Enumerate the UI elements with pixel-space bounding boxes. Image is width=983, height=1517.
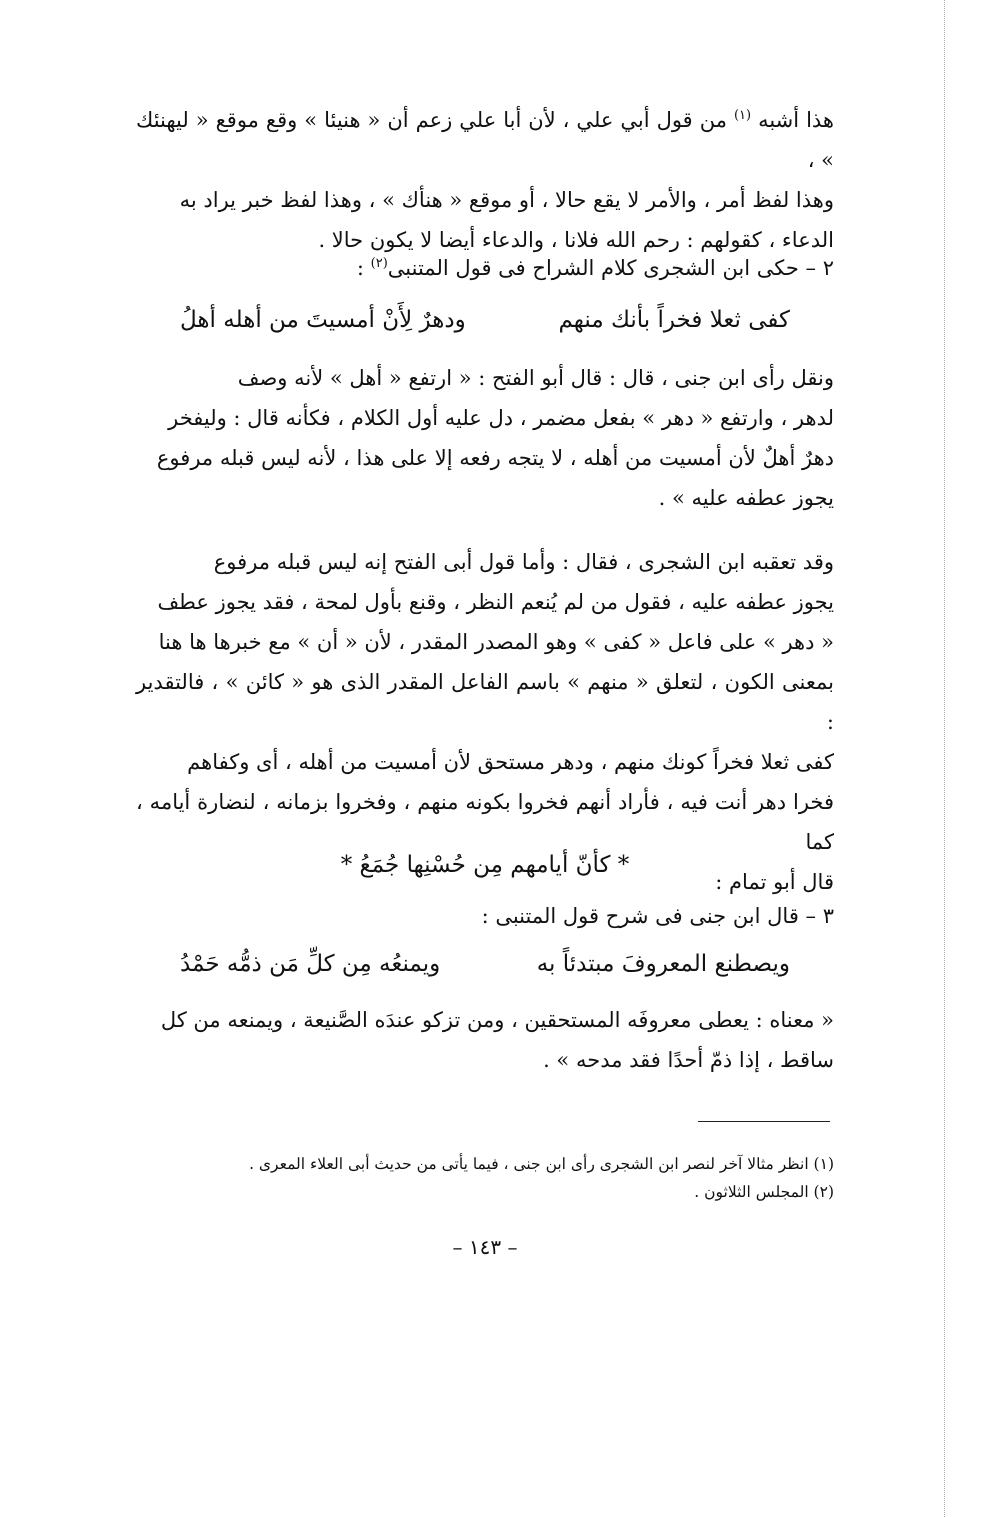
paragraph-2a: [136, 358, 834, 518]
paragraph-1-line-1: هذا أشبه $^{(١)}$ من قول أبي علي ، لأن أبا علي زعم أن « هنيئا » وقع موقع « ليهنئك » ،: [136, 108, 835, 172]
page-number: – ١٤٣ –: [452, 1235, 518, 1259]
paragraph-line: « معناه : يعطى معروفَه المستحقين ، ومن تزكو عندَه الصَّنيعة ، ويمنعه من كل: [160, 1008, 834, 1032]
footnote-ref-1: (١): [733, 108, 752, 123]
paragraph-line: لدهر ، وارتفع « دهر » بفعل مضمر ، دل عليه أول الكلام ، فكأنه قال : وليفخر: [168, 406, 834, 430]
paragraph-line: كفى ثعلا فخراً كونك منهم ، ودهر مستحق لأن أمسيت من أهله ، أى وكفاهم: [187, 750, 834, 774]
footnote-2: (٢) المجلس الثلاثون .: [694, 1183, 834, 1201]
quote-abu-tammam: * كأنّ أيامهم مِن حُسْنِها جُمَعُ *: [340, 852, 630, 878]
footnote-ref-2: (٢): [370, 256, 388, 271]
paragraph-3: [136, 1000, 834, 1080]
footnote-separator: [698, 1121, 830, 1122]
paragraph-1-line-2: وهذا لفظ أمر ، والأمر لا يقع حالا ، أو موقع « هنأك » ، وهذا لفظ خبر يراد به: [179, 188, 834, 212]
footnotes: [136, 1150, 834, 1206]
scan-edge-line: [944, 0, 945, 1517]
paragraph-line: بمعنى الكون ، لتعلق « منهم » باسم الفاعل المقدر الذى هو « كائن » ، فالتقدير :: [136, 670, 834, 734]
paragraph-line: ساقط ، إذا ذمّ أحدًا فقد مدحه » .: [543, 1048, 834, 1072]
verse-1-first-hemistich: كفى ثعلا فخراً بأنك منهم: [558, 307, 790, 333]
paragraph-line: يجوز عطفه عليه » .: [658, 486, 834, 510]
paragraph-1-line-3: الدعاء ، كقولهم : رحم الله فلانا ، والدعاء أيضا لا يكون حالا .: [318, 228, 834, 252]
paragraph-line: يجوز عطفه عليه ، فقول من لم يُنعم النظر ، وقنع بأول لمحة ، فقد يجوز عطف: [157, 590, 834, 614]
verse-2-second-hemistich: ويمنعُه مِن كلِّ مَن ذمُّه حَمْدُ: [180, 951, 441, 977]
footnote-1: (١) انظر مثالا آخر لنصر ابن الشجرى رأى ابن جنى ، فيما يأتى من حديث أبى العلاء المعرى .: [249, 1155, 834, 1173]
paragraph-line: وقد تعقبه ابن الشجرى ، فقال : وأما قول أبى الفتح إنه ليس قبله مرفوع: [213, 550, 834, 574]
verse-2: [180, 944, 790, 984]
section-2-heading: ٢ – حكى ابن الشجرى كلام الشراح فى قول المتنبى$^{(٢)}$ :: [356, 256, 834, 280]
section-3-heading: ٣ – قال ابن جنى فى شرح قول المتنبى :: [481, 904, 834, 928]
paragraph-line: « دهر » على فاعل « كفى » وهو المصدر المقدر ، لأن « أن » مع خبرها ها هنا: [158, 630, 834, 654]
verse-1-second-hemistich: ودهرٌ لِأَنْ أمسيتَ من أهله أهلُ: [180, 307, 466, 333]
verse-1: [180, 300, 790, 340]
paragraph-1: [136, 100, 834, 260]
paragraph-line: قال أبو تمام :: [715, 870, 834, 894]
paragraph-line: فخرا دهر أنت فيه ، فأراد أنهم فخروا بكونه منهم ، وفخروا بزمانه ، لنضارة أيامه ، كما: [136, 790, 834, 854]
verse-2-first-hemistich: ويصطنع المعروفَ مبتدئاً به: [536, 951, 790, 977]
paragraph-line: ونقل رأى ابن جنى ، قال : قال أبو الفتح : « ارتفع « أهل » لأنه وصف: [237, 366, 834, 390]
paragraph-line: دهرٌ أهلٌ لأن أمسيت من أهله ، لا يتجه رفعه إلا على هذا ، لأنه ليس قبله مرفوع: [156, 446, 834, 470]
